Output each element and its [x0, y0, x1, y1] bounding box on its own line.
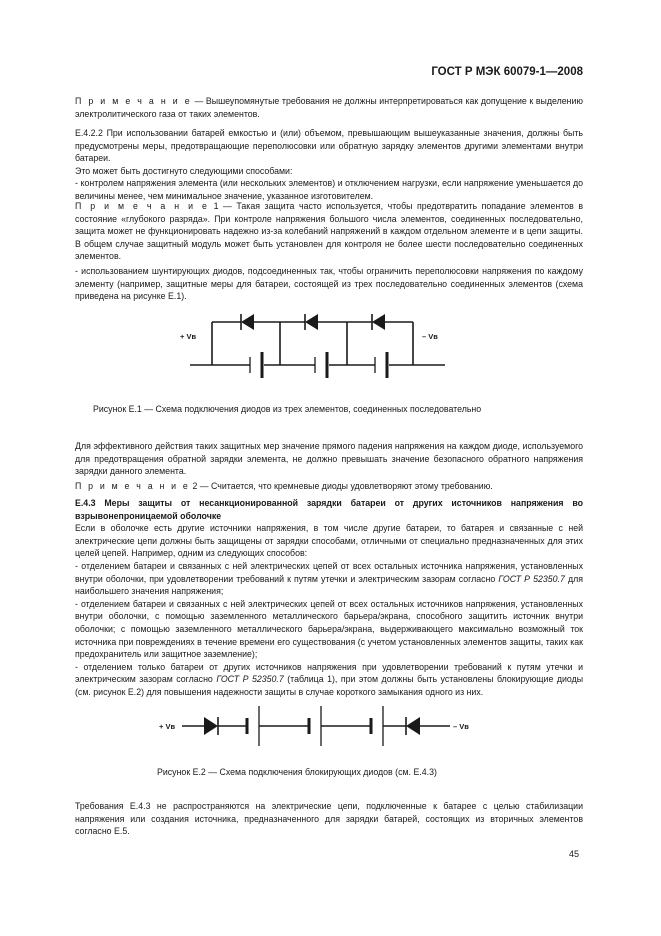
section-e43-title: Е.4.3 Меры защиты от несанкционированной зарядки батареи от других источников напряжения во взрывонепроницаемой оболочке [75, 498, 583, 521]
way-2-text: - использованием шунтирующих диодов, подсоединенных так, чтобы ограничить переполюсовки напряжения по каждому элементу (например, защитные меры для батареи, состоящей из трех последовательно соединенных элементов (схема приведена на рисунке Е.1). [75, 266, 583, 302]
ways-intro: Это может быть достигнуто следующими способами: [75, 165, 293, 176]
note-1 [75, 95, 583, 120]
bullet-3-text-a: - отделением только батареи от других источников напряжения при удовлетворении требований к путям утечки и электрическим зазорам согласно [75, 661, 583, 685]
section-e422 [75, 127, 583, 203]
final-paragraph-text: Требования Е.4.3 не распространяются на электрические цепи, подключенные к батарее с целью стабилизации напряжения или создания источника, предназначенного для зарядки батарей, состоящих из вторичных элементов согласно Е.5. [75, 801, 583, 837]
note-2-label: П р и м е ч а н и е [75, 201, 210, 211]
figure-e1-caption: Рисунок Е.1 — Схема подключения диодов из трех элементов, соединенных последовательно [93, 404, 482, 414]
figure-e2-caption: Рисунок Е.2 — Схема подключения блокирующих диодов (см. Е.4.3) [157, 767, 437, 777]
paragraph-e422: Е.4.2.2 При использовании батарей емкостью и (или) объемом, превышающим вышеуказанные значения, должны быть предусмотрены меры, предотвращающие переполюсовки или обратную зарядку элементов другими элементами внутри батареи. [75, 128, 583, 164]
figure-e2-diagram [0, 700, 661, 760]
fig1-plus-label: + Vв [180, 332, 197, 341]
note-2 [75, 200, 583, 263]
note-3-label: П р и м е ч а н и е [75, 481, 191, 491]
note-3-text: 2 — Считается, что кремневые диоды удовлетворяют этому требованию. [190, 481, 493, 491]
fig2-minus-label: – Vв [453, 722, 469, 731]
paragraph-diode-text: Для эффективного действия таких защитных мер значение прямого падения напряжения на каждом диоде, используемого для предотвращения обратной зарядки элемента, не должно превышать значение безопасного обратного напряжения зарядки данного элемента. [75, 441, 583, 477]
fig1-minus-label: – Vв [422, 332, 438, 341]
section-e43-bullet-3 [75, 661, 583, 699]
page-number: 45 [569, 849, 580, 859]
section-e43-bullet-1 [75, 560, 583, 598]
section-e43-bullet-2: - отделением батареи и связанных с ней электрических цепей от всех остальных источников напряжения, установленных внутри оболочки, с помощью заземленного металлического барьера/экрана, способного защитить источник внутри оболочки; с помощью заземленного металлического барьера/экрана, выдерживающего максимально возможный ток источника при повреждениях в течение времени его существования (с учетом установленных элементов защиты, таких как предохранитель или защитное заземление); [75, 598, 583, 660]
figure-e1-diagram [0, 305, 661, 395]
bullet-3-reference: ГОСТ Р 52350.7 [216, 674, 284, 685]
bullet-1-text-a: - отделением батареи и связанных с ней электрических цепей от всех остальных источника напряжения, установленных внутри оболочки, при удовлетворении требований к путям утечки и электрическим зазорам согласно [75, 560, 583, 584]
paragraph-diode [75, 440, 583, 478]
bullet-1-reference: ГОСТ Р 52350.7 [498, 573, 565, 584]
section-e43-intro: Если в оболочке есть другие источники напряжения, в том числе другие батареи, то батарея и связанные с ней электрические цепи должны быть защищены от зарядки способами, отличными от специально предназначенных для этих целей цепей. Например, одним из следующих способов: [75, 523, 583, 559]
section-e43 [75, 497, 583, 699]
note-1-label: П р и м е ч а н и е [75, 96, 192, 106]
final-paragraph [75, 800, 583, 838]
bullet-3-text-b: (таблица 1), при этом должны быть установлены блокирующие диоды (см. рисунок Е.2) для повышения надежности защиты в случае короткого замыкания одного из них. [75, 674, 584, 697]
note-3 [75, 480, 583, 493]
way-1: - контролем напряжения элемента (или нескольких элементов) и отключением нагрузки, если напряжение уменьшается до величины менее, чем минимальное значение, указанное изготовителем. [75, 178, 583, 201]
note-2-text: 1 — Такая защита часто используется, чтобы предотвратить попадание элементов в состояние «глубокого разряда». При контроле напряжения большого числа элементов, соединенных последовательно, защита может не функционировать надежно из-за колебаний напряжений в каждом отдельном элементе и в цепи защиты. В общем случае защитный модуль может быть установлен для контроля не более шести последовательно соединенных элементов. [75, 201, 583, 262]
document-header: ГОСТ Р МЭК 60079-1—2008 [431, 66, 583, 78]
fig2-plus-label: + Vв [159, 722, 176, 731]
note-1-text: — Вышеупомянутые требования не должны интерпретироваться как допущение к выделению электролитического газа от таких элементов. [75, 96, 584, 119]
way-2 [75, 265, 583, 303]
bullet-1-text-b: для наибольшего значения напряжения; [75, 573, 583, 597]
